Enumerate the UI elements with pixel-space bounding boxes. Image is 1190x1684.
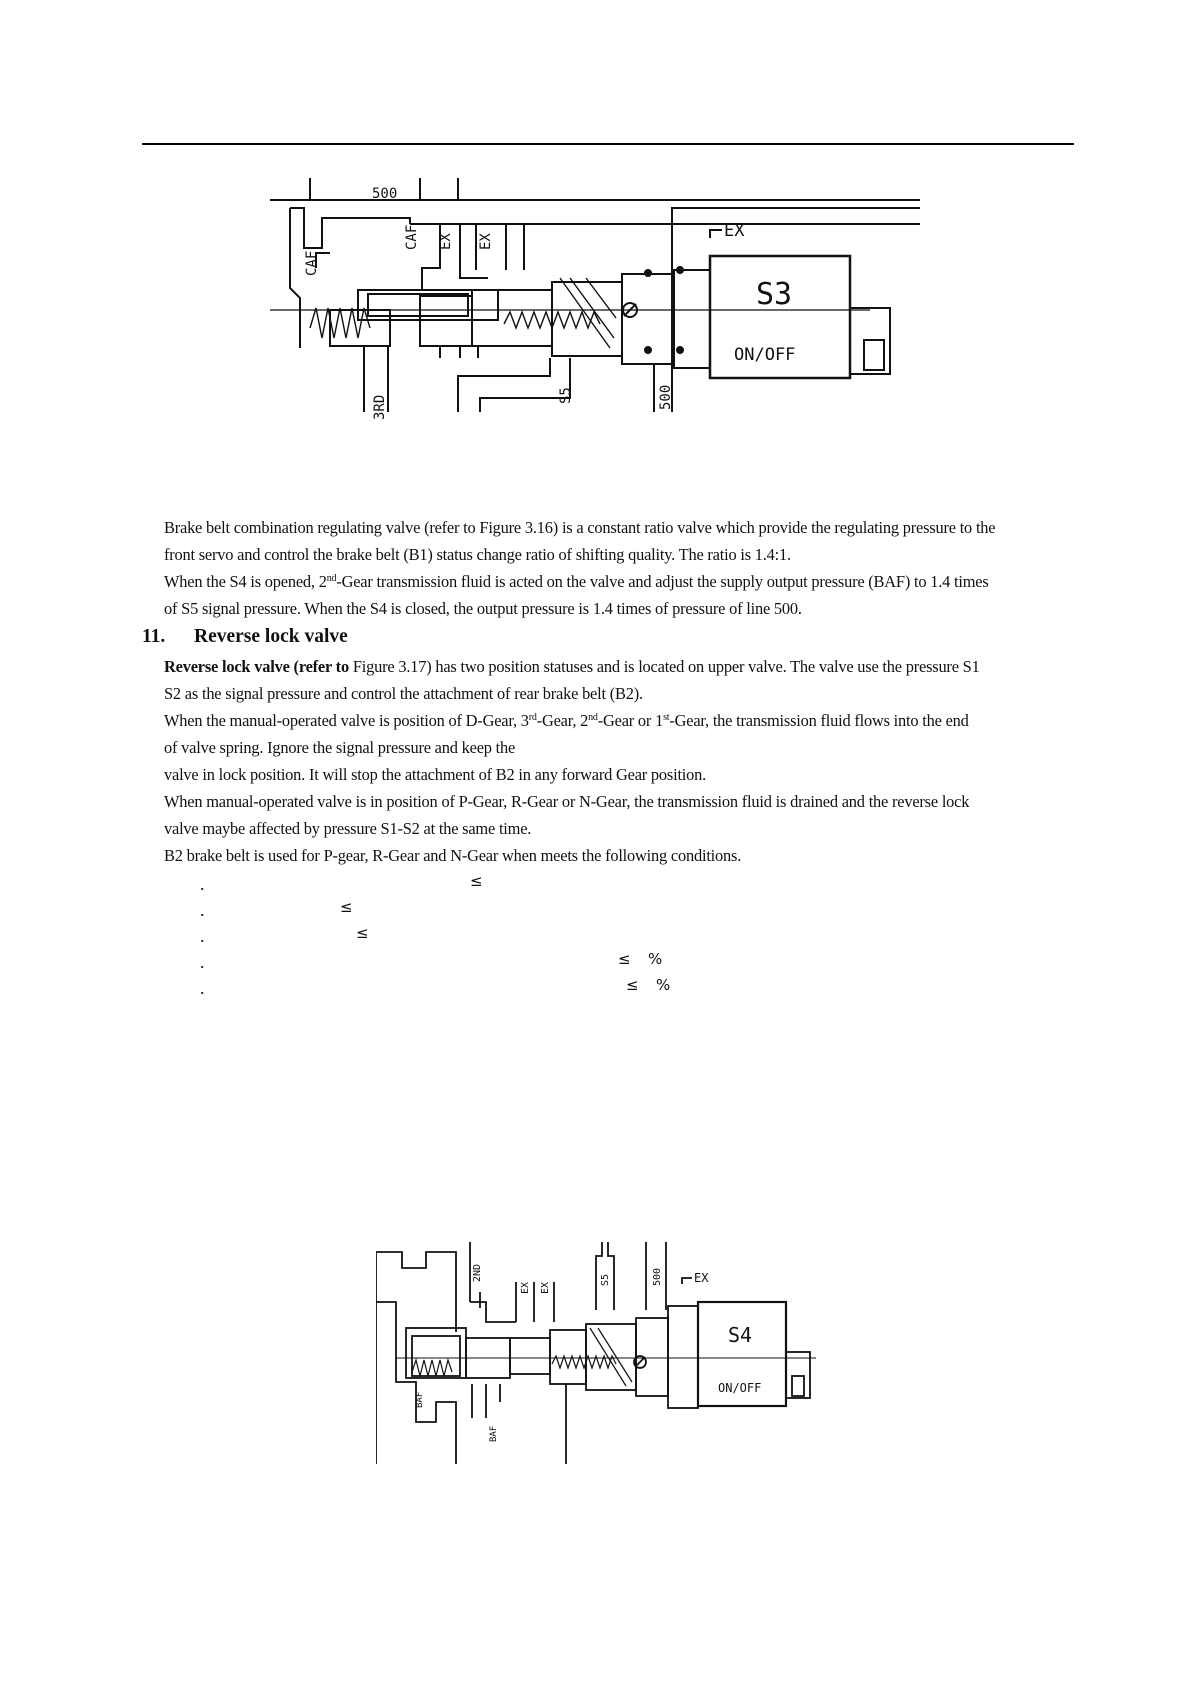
label-s4: S4 (728, 1323, 753, 1347)
text-line: B2 brake belt is used for P-gear, R-Gear and N-Gear when meets the following conditions. (164, 846, 742, 865)
label-500: 500 (652, 1267, 663, 1286)
text-line: valve maybe affected by pressure S1-S2 at the same time. (164, 819, 532, 838)
label-ex-right: EX (694, 1271, 709, 1285)
text-line: Brake belt combination regulating valve (refer to Figure 3.16) is a constant ratio valve which provide the regulating pressure to the (164, 518, 996, 537)
label-baf-2: BAF (489, 1425, 499, 1442)
condition-item: . ≤ % (200, 976, 671, 998)
label-on-off: ON/OFF (718, 1381, 762, 1395)
figure-s4-valve-diagram (376, 1242, 826, 1464)
condition-item: . ≤ (200, 898, 353, 920)
label-s5: S5 (600, 1273, 611, 1286)
text-line: S2 as the signal pressure and control the attachment of rear brake belt (B2). (164, 684, 643, 703)
leq-symbol: ≤ (470, 872, 483, 890)
label-ex-right: EX (724, 221, 745, 241)
text-line: When manual-operated valve is in position of P-Gear, R-Gear or N-Gear, the transmission fluid is drained and the reverse lock (164, 792, 970, 811)
condition-item: . ≤ (200, 924, 369, 946)
label-ex-1: EX (520, 1281, 531, 1294)
label-s3: S3 (756, 277, 793, 312)
conditions-list (200, 872, 900, 1002)
label-ex-2: EX (540, 1281, 551, 1294)
condition-item: . ≤ (200, 872, 483, 894)
section-number: 11. (142, 626, 166, 647)
paragraph-reverse-lock-valve (164, 653, 1082, 869)
label-500-b: 500 (658, 384, 674, 410)
condition-item: . ≤ % (200, 950, 663, 972)
label-s5: S5 (558, 387, 574, 404)
label-2nd: 2ND (472, 1263, 483, 1282)
text-line: When the manual-operated valve is position of D-Gear, 3rd-Gear, 2nd-Gear or 1st-Gear, the transmission fluid flows into the end (164, 711, 969, 730)
label-ex-1: EX (438, 233, 454, 250)
text-line: of S5 signal pressure. When the S4 is closed, the output pressure is 1.4 times of pressure of line 500. (164, 599, 802, 618)
text-line: of valve spring. Ignore the signal pressure and keep the (164, 738, 516, 757)
leq-symbol: ≤ (618, 950, 631, 968)
leq-symbol: ≤ (356, 924, 369, 942)
leq-symbol: ≤ (626, 976, 639, 994)
paragraph-brake-belt-valve (164, 514, 1082, 622)
section-heading (142, 626, 348, 648)
figure-s3-valve-diagram (270, 178, 920, 446)
leq-symbol: ≤ (340, 898, 353, 916)
section-title: Reverse lock valve (194, 626, 348, 647)
label-baf-1: BAF (415, 1391, 425, 1408)
percent-symbol: % (648, 950, 663, 968)
label-ex-2: EX (478, 233, 494, 250)
label-on-off: ON/OFF (734, 345, 796, 365)
text-line: front servo and control the brake belt (B1) status change ratio of shifting quality. The ratio is 1.4:1. (164, 545, 791, 564)
label-500: 500 (372, 186, 398, 202)
text-line: Reverse lock valve (refer to Figure 3.17) has two position statuses and is located on upper valve. The valve use the pressure S1 (164, 657, 980, 676)
text-line: When the S4 is opened, 2nd-Gear transmission fluid is acted on the valve and adjust the supply output pressure (BAF) to 1.4 times (164, 572, 989, 591)
header-rule (142, 143, 1074, 145)
label-caf-mid: CAF (404, 224, 420, 250)
label-caf-left: CAF (304, 250, 320, 276)
label-3rd: 3RD (372, 394, 388, 420)
text-line: valve in lock position. It will stop the attachment of B2 in any forward Gear position. (164, 765, 707, 784)
percent-symbol: % (656, 976, 671, 994)
